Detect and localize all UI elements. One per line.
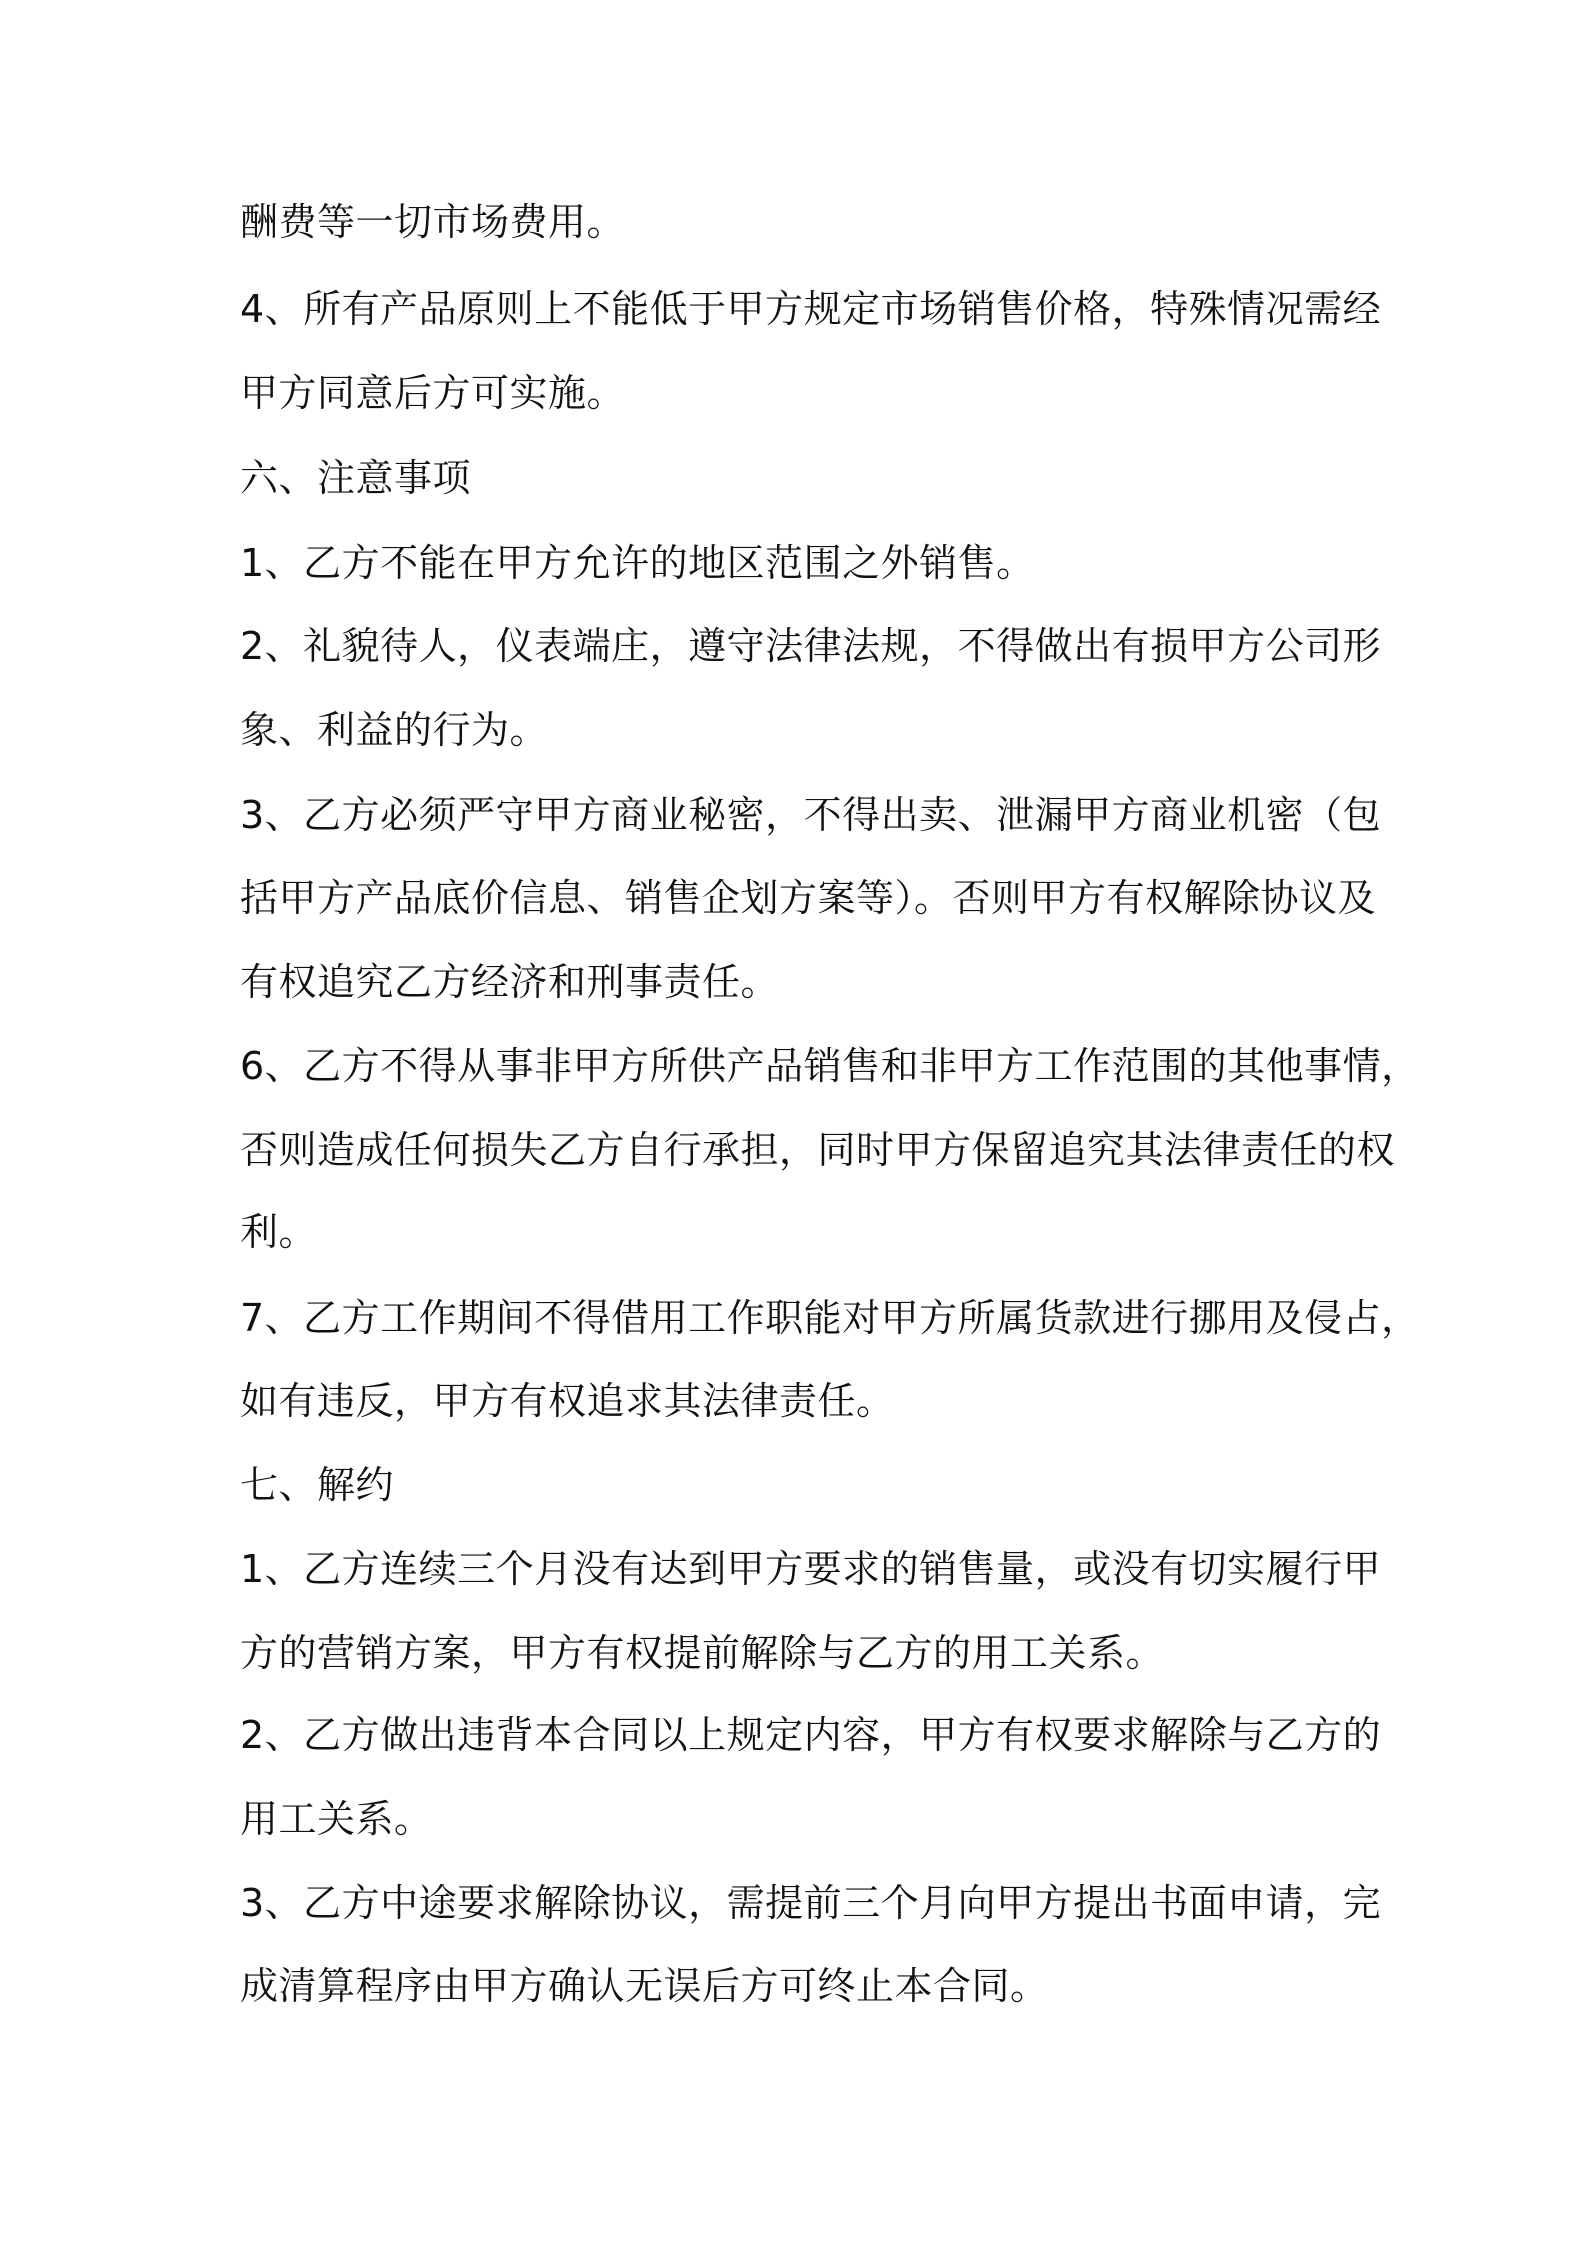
text-line: 3、乙方必须严守甲方商业秘密，不得出卖、泄漏甲方商业机密（包: [240, 793, 1382, 837]
text-line: 利。: [240, 1210, 318, 1254]
text-line: 3、乙方中途要求解除协议，需提前三个月向甲方提出书面申请，完: [240, 1881, 1382, 1925]
text-line: 2、乙方做出违背本合同以上规定内容，甲方有权要求解除与乙方的: [240, 1713, 1382, 1757]
text-line: 2、礼貌待人，仪表端庄，遵守法律法规，不得做出有损甲方公司形: [240, 624, 1382, 668]
text-line: 如有违反，甲方有权追求其法律责任。: [240, 1379, 895, 1423]
text-line: 1、乙方不能在甲方允许的地区范围之外销售。: [240, 541, 1035, 585]
text-line: 否则造成任何损失乙方自行承担，同时甲方保留追究其法律责任的权: [240, 1128, 1396, 1172]
text-line: 括甲方产品底价信息、销售企划方案等）。否则甲方有权解除协议及: [240, 876, 1377, 920]
text-line: 象、利益的行为。: [240, 708, 549, 752]
text-line: 方的营销方案，甲方有权提前解除与乙方的用工关系。: [240, 1631, 1165, 1675]
text-line: 1、乙方连续三个月没有达到甲方要求的销售量，或没有切实履行甲: [240, 1547, 1382, 1591]
section-heading: 六、注意事项: [240, 456, 472, 500]
text-line: 有权追究乙方经济和刑事责任。: [240, 960, 780, 1004]
text-line: 4、所有产品原则上不能低于甲方规定市场销售价格，特殊情况需经: [240, 287, 1382, 331]
text-line: 6、乙方不得从事非甲方所供产品销售和非甲方工作范围的其他事情，: [240, 1044, 1420, 1088]
text-line: 用工关系。: [240, 1797, 433, 1841]
text-line: 7、乙方工作期间不得借用工作职能对甲方所属货款进行挪用及侵占，: [240, 1296, 1420, 1340]
text-line: 酬费等一切市场费用。: [240, 200, 626, 244]
text-line: 甲方同意后方可实施。: [240, 371, 626, 415]
section-heading: 七、解约: [240, 1463, 395, 1507]
text-line: 成清算程序由甲方确认无误后方可终止本合同。: [240, 1964, 1049, 2008]
